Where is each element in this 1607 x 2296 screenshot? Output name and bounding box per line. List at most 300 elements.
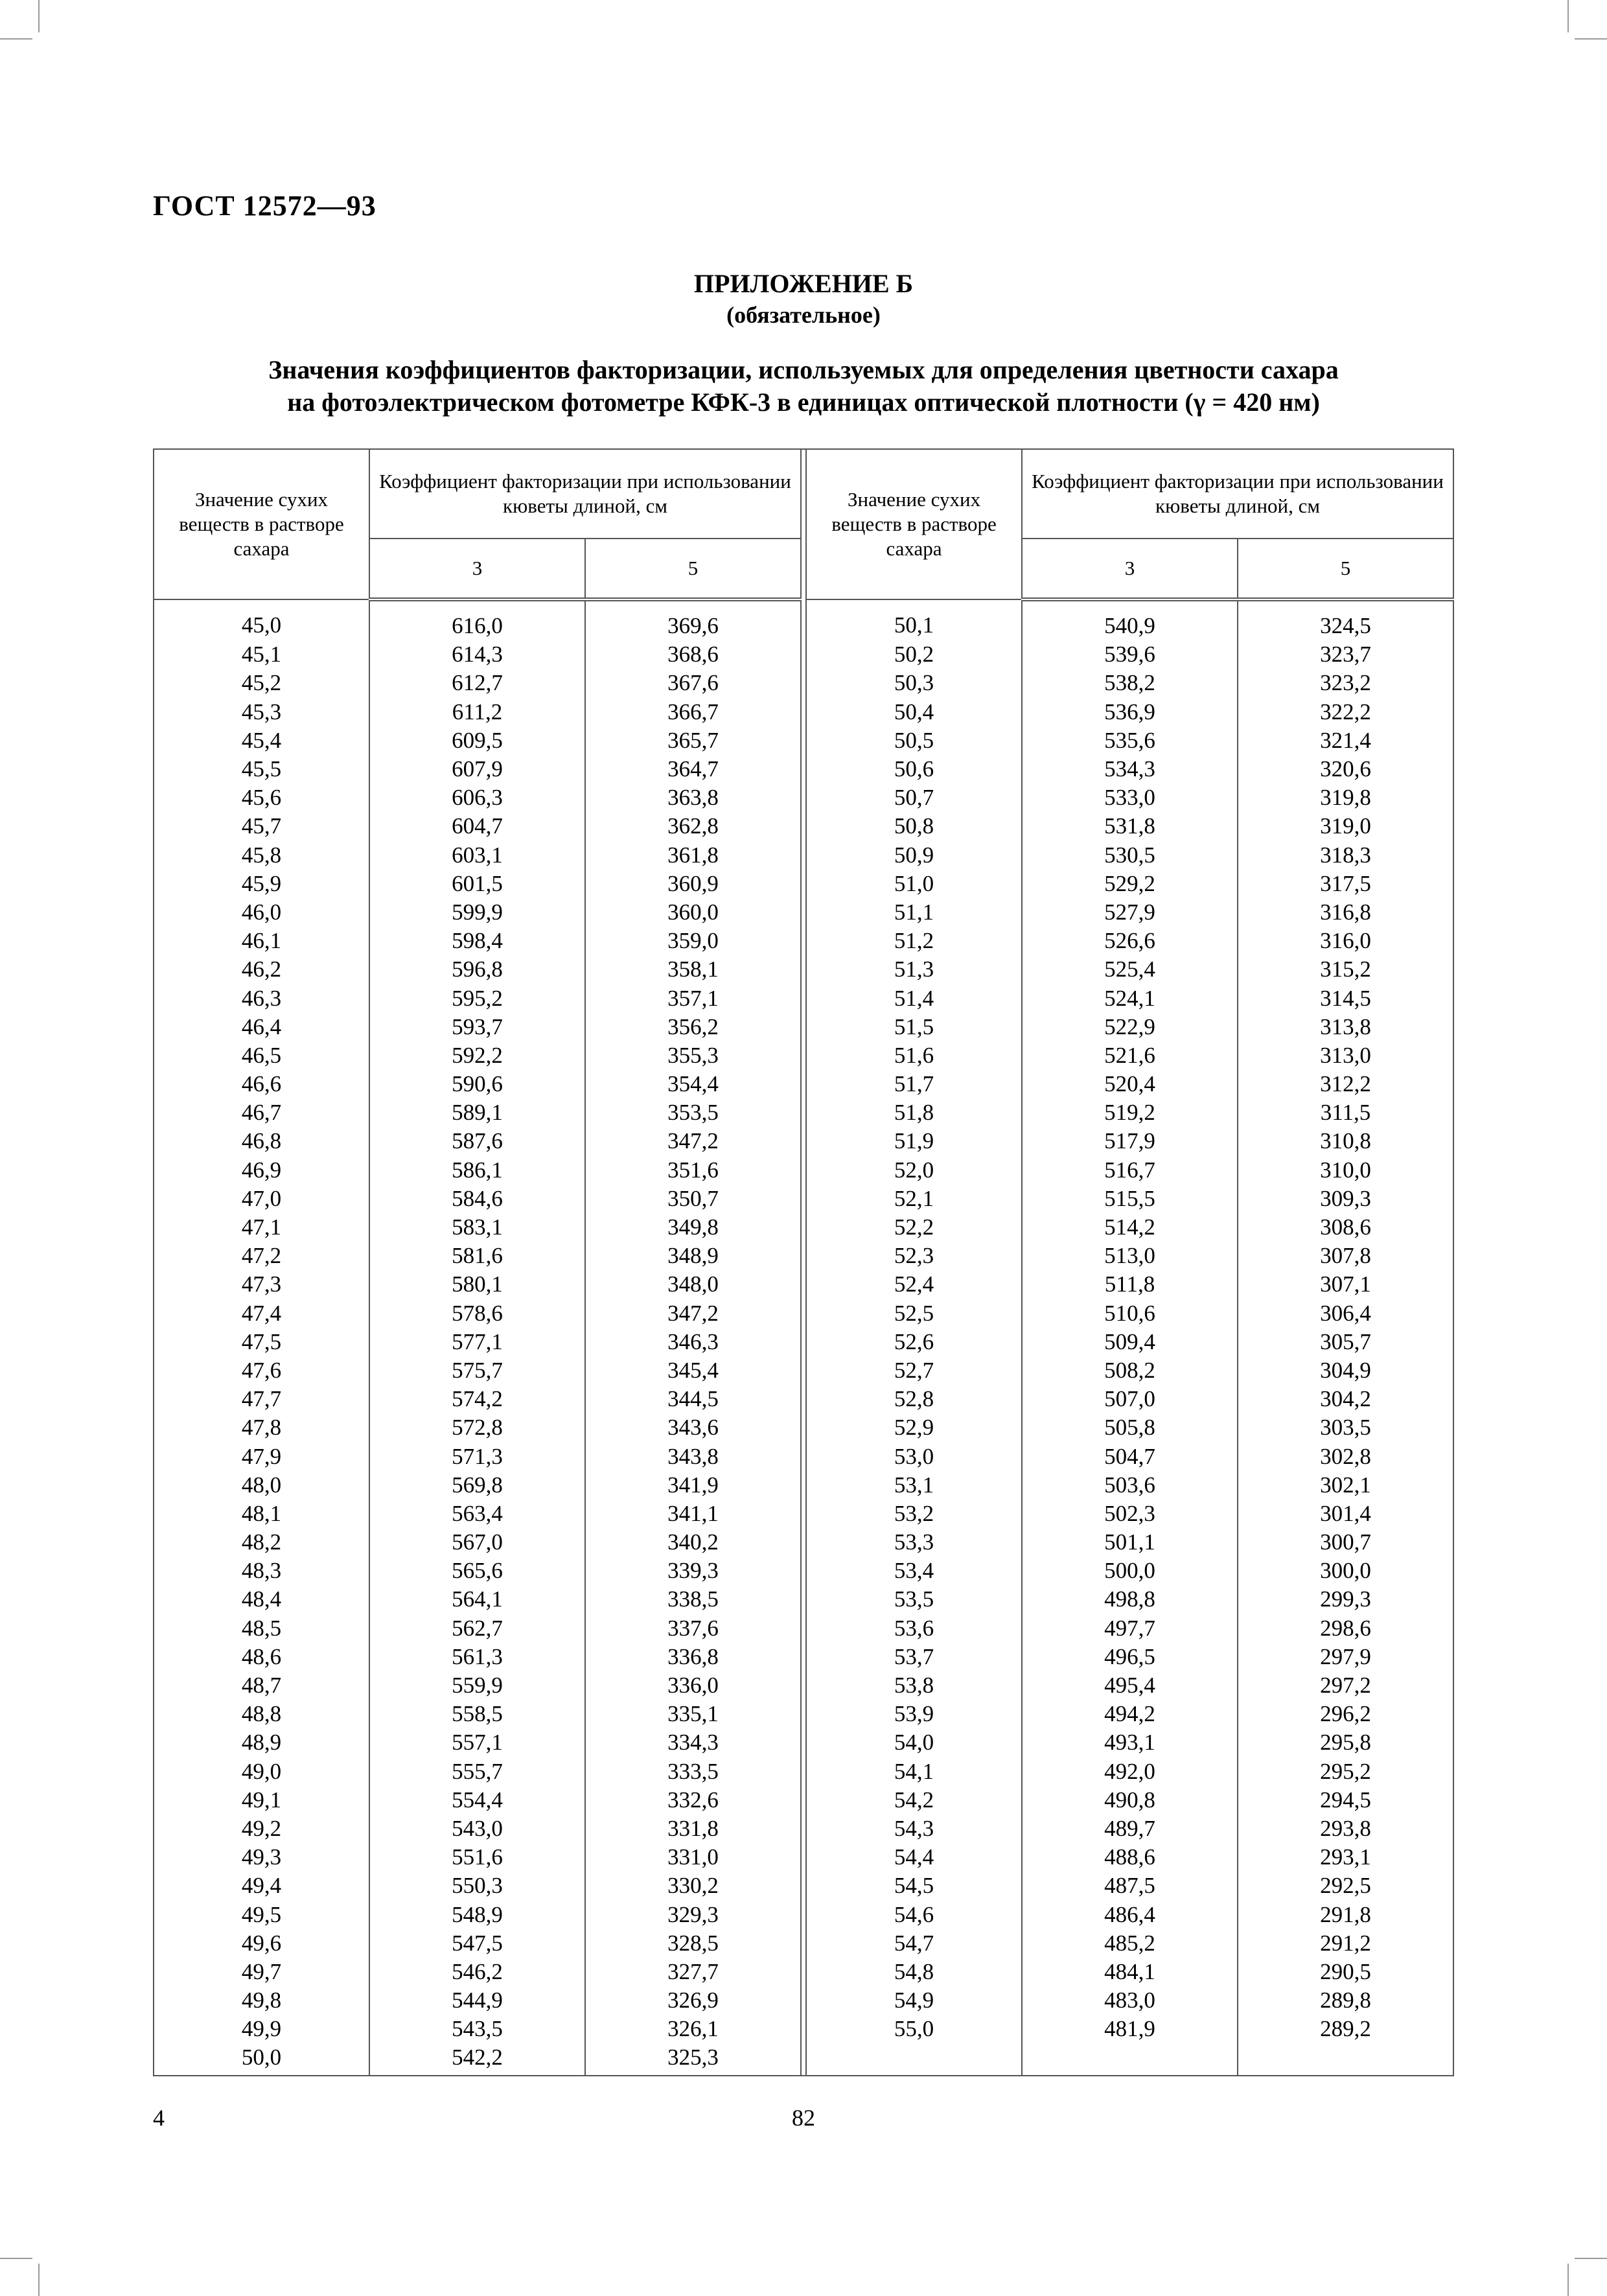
cell-factor-3-left: 577,1 [369, 1328, 585, 1356]
cell-factor-5-right: 291,8 [1238, 1900, 1453, 1929]
cell-factor-3-left: 606,3 [369, 783, 585, 812]
cell-factor-3-right: 520,4 [1022, 1070, 1238, 1098]
cell-factor-3-left: 561,3 [369, 1643, 585, 1671]
cell-factor-5-left: 330,2 [585, 1872, 801, 1900]
table-row [154, 1900, 1453, 1929]
cell-dry-matter-right: 52,7 [806, 1356, 1022, 1385]
column-divider [801, 841, 806, 870]
cell-dry-matter-left: 47,5 [154, 1328, 369, 1356]
column-divider [801, 1929, 806, 1958]
table-row [154, 1728, 1453, 1757]
cell-factor-5-left: 357,1 [585, 984, 801, 1012]
cell-factor-5-left: 346,3 [585, 1328, 801, 1356]
cell-factor-5-right: 295,2 [1238, 1757, 1453, 1786]
table-row [154, 955, 1453, 984]
cell-factor-5-left: 351,6 [585, 1156, 801, 1185]
cell-dry-matter-right: 51,5 [806, 1013, 1022, 1041]
table-row [154, 1986, 1453, 2015]
table-row [154, 1413, 1453, 1442]
cell-factor-5-left: 350,7 [585, 1185, 801, 1213]
table-row [154, 1356, 1453, 1385]
cell-factor-5-right: 294,5 [1238, 1786, 1453, 1815]
column-divider [801, 1070, 806, 1098]
cell-factor-3-right: 481,9 [1022, 2015, 1238, 2043]
column-divider [801, 1815, 806, 1843]
table-row [154, 698, 1453, 726]
cell-factor-3-left: 584,6 [369, 1185, 585, 1213]
cell-dry-matter-left: 47,7 [154, 1385, 369, 1413]
column-divider [801, 449, 806, 599]
table-row [154, 1958, 1453, 1986]
cell-factor-5-right: 299,3 [1238, 1585, 1453, 1614]
cell-factor-3-right: 484,1 [1022, 1958, 1238, 1986]
cell-dry-matter-left: 48,5 [154, 1614, 369, 1643]
cell-factor-3-right: 522,9 [1022, 1013, 1238, 1041]
cell-dry-matter-left: 45,5 [154, 755, 369, 783]
cell-dry-matter-left: 45,3 [154, 698, 369, 726]
factorization-table [153, 448, 1454, 2076]
table-row [154, 599, 1453, 640]
cell-factor-3-left: 589,1 [369, 1098, 585, 1127]
cell-factor-5-right: 303,5 [1238, 1413, 1453, 1442]
column-divider [801, 2043, 806, 2075]
cell-factor-3-left: 542,2 [369, 2043, 585, 2075]
table-row [154, 927, 1453, 955]
cell-factor-3-left: 614,3 [369, 640, 585, 669]
cell-factor-5-left: 365,7 [585, 726, 801, 755]
table-row [154, 1127, 1453, 1155]
cell-dry-matter-left: 49,2 [154, 1815, 369, 1843]
cell-factor-5-right: 308,6 [1238, 1213, 1453, 1242]
cell-factor-3-left: 569,8 [369, 1471, 585, 1500]
cell-dry-matter-left: 45,6 [154, 783, 369, 812]
cell-dry-matter-right: 54,8 [806, 1958, 1022, 1986]
cell-dry-matter-right: 50,4 [806, 698, 1022, 726]
cell-factor-5-left: 361,8 [585, 841, 801, 870]
column-divider [801, 783, 806, 812]
cell-factor-3-left: 575,7 [369, 1356, 585, 1385]
column-divider [801, 1986, 806, 2015]
cell-factor-3-left: 564,1 [369, 1585, 585, 1614]
cell-factor-3-right: 525,4 [1022, 955, 1238, 984]
cell-factor-5-left: 348,0 [585, 1270, 801, 1299]
table-row [154, 755, 1453, 783]
cell-dry-matter-left: 49,0 [154, 1757, 369, 1786]
cell-factor-3-right [1022, 2043, 1238, 2075]
table-row [154, 841, 1453, 870]
cell-dry-matter-left: 47,6 [154, 1356, 369, 1385]
column-divider [801, 1413, 806, 1442]
cell-factor-5-right: 317,5 [1238, 870, 1453, 898]
cell-dry-matter-right: 50,2 [806, 640, 1022, 669]
column-divider [801, 1557, 806, 1585]
table-row [154, 1757, 1453, 1786]
cell-factor-3-right: 535,6 [1022, 726, 1238, 755]
cell-factor-5-left: 359,0 [585, 927, 801, 955]
cell-factor-3-right: 538,2 [1022, 669, 1238, 697]
cell-factor-5-left: 326,9 [585, 1986, 801, 2015]
column-divider [801, 1757, 806, 1786]
table-row [154, 783, 1453, 812]
cell-factor-5-left: 329,3 [585, 1900, 801, 1929]
cell-factor-5-left: 369,6 [585, 599, 801, 640]
cell-dry-matter-right: 55,0 [806, 2015, 1022, 2043]
cell-factor-3-right: 505,8 [1022, 1413, 1238, 1442]
cell-dry-matter-right: 51,1 [806, 898, 1022, 927]
crop-mark [38, 0, 40, 32]
cell-factor-3-left: 563,4 [369, 1500, 585, 1528]
table-title [0, 354, 1607, 419]
table-row [154, 1929, 1453, 1958]
cell-dry-matter-right: 53,1 [806, 1471, 1022, 1500]
cell-dry-matter-left: 47,1 [154, 1213, 369, 1242]
cell-factor-3-left: 558,5 [369, 1700, 585, 1728]
cell-factor-5-right: 296,2 [1238, 1700, 1453, 1728]
cell-factor-5-right: 319,0 [1238, 812, 1453, 841]
table-row [154, 1070, 1453, 1098]
table-row [154, 2043, 1453, 2075]
cell-dry-matter-left: 48,0 [154, 1471, 369, 1500]
cell-factor-3-right: 513,0 [1022, 1242, 1238, 1270]
appendix-title: ПРИЛОЖЕНИЕ Б [693, 269, 914, 298]
cell-factor-3-right: 530,5 [1022, 841, 1238, 870]
cell-dry-matter-right: 51,9 [806, 1127, 1022, 1155]
cell-factor-5-right: 320,6 [1238, 755, 1453, 783]
cell-dry-matter-right: 52,9 [806, 1413, 1022, 1442]
cell-factor-5-right: 324,5 [1238, 599, 1453, 640]
table-row [154, 1185, 1453, 1213]
cell-factor-3-left: 607,9 [369, 755, 585, 783]
cell-dry-matter-right: 53,6 [806, 1614, 1022, 1643]
cell-dry-matter-left: 48,8 [154, 1700, 369, 1728]
page-number-center: 82 [792, 2105, 815, 2131]
cell-dry-matter-right: 53,4 [806, 1557, 1022, 1585]
cell-factor-5-left: 349,8 [585, 1213, 801, 1242]
cell-dry-matter-right: 50,1 [806, 599, 1022, 640]
column-divider [801, 1442, 806, 1470]
header-cuvette-5-right: 5 [1238, 539, 1453, 599]
table-row [154, 1299, 1453, 1328]
column-divider [801, 2015, 806, 2043]
cell-dry-matter-left: 48,7 [154, 1671, 369, 1700]
table-body [154, 599, 1453, 2076]
cell-dry-matter-right: 53,3 [806, 1528, 1022, 1557]
cell-dry-matter-left: 45,8 [154, 841, 369, 870]
cell-factor-3-right: 489,7 [1022, 1815, 1238, 1843]
cell-factor-5-left: 348,9 [585, 1242, 801, 1270]
cell-dry-matter-right: 52,2 [806, 1213, 1022, 1242]
cell-factor-5-left: 368,6 [585, 640, 801, 669]
cell-factor-3-right: 531,8 [1022, 812, 1238, 841]
cell-factor-5-left: 356,2 [585, 1013, 801, 1041]
cell-factor-5-right: 292,5 [1238, 1872, 1453, 1900]
page-number-left: 4 [153, 2105, 165, 2131]
column-divider [801, 812, 806, 841]
cell-dry-matter-left: 46,5 [154, 1041, 369, 1070]
cell-dry-matter-left: 49,1 [154, 1786, 369, 1815]
cell-factor-5-left: 347,2 [585, 1127, 801, 1155]
cell-factor-3-left: 555,7 [369, 1757, 585, 1786]
table-row [154, 812, 1453, 841]
cell-factor-5-left: 355,3 [585, 1041, 801, 1070]
cell-factor-3-right: 540,9 [1022, 599, 1238, 640]
cell-factor-3-right: 529,2 [1022, 870, 1238, 898]
table-row [154, 2015, 1453, 2043]
cell-dry-matter-left: 49,4 [154, 1872, 369, 1900]
cell-factor-5-left: 340,2 [585, 1528, 801, 1557]
cell-dry-matter-left: 47,2 [154, 1242, 369, 1270]
cell-factor-5-left: 362,8 [585, 812, 801, 841]
column-divider [801, 1728, 806, 1757]
cell-dry-matter-right: 52,1 [806, 1185, 1022, 1213]
cell-dry-matter-left: 48,3 [154, 1557, 369, 1585]
cell-factor-5-left: 336,0 [585, 1671, 801, 1700]
cell-factor-5-left: 363,8 [585, 783, 801, 812]
crop-mark [0, 38, 32, 40]
table-row [154, 1786, 1453, 1815]
cell-dry-matter-right [806, 2043, 1022, 2075]
cell-factor-5-right: 316,8 [1238, 898, 1453, 927]
cell-factor-3-right: 526,6 [1022, 927, 1238, 955]
cell-factor-5-right: 310,8 [1238, 1127, 1453, 1155]
column-divider [801, 1185, 806, 1213]
table-row [154, 870, 1453, 898]
cell-factor-3-right: 509,4 [1022, 1328, 1238, 1356]
cell-factor-3-left: 574,2 [369, 1385, 585, 1413]
cell-factor-5-right: 295,8 [1238, 1728, 1453, 1757]
table-title-line-2: на фотоэлектрическом фотометре КФК-3 в единицах оптической плотности (γ = 420 нм) [287, 388, 1320, 417]
table-row [154, 1843, 1453, 1872]
cell-factor-5-right: 321,4 [1238, 726, 1453, 755]
cell-dry-matter-left: 45,0 [154, 599, 369, 640]
cell-factor-5-right: 289,2 [1238, 2015, 1453, 2043]
cell-factor-3-right: 502,3 [1022, 1500, 1238, 1528]
cell-dry-matter-right: 54,7 [806, 1929, 1022, 1958]
appendix-subtitle: (обязательное) [726, 302, 881, 328]
cell-factor-5-right: 293,8 [1238, 1815, 1453, 1843]
cell-factor-5-left: 334,3 [585, 1728, 801, 1757]
cell-factor-3-left: 586,1 [369, 1156, 585, 1185]
cell-factor-5-right: 316,0 [1238, 927, 1453, 955]
cell-factor-5-left: 354,4 [585, 1070, 801, 1098]
cell-factor-5-left: 366,7 [585, 698, 801, 726]
cell-dry-matter-right: 53,2 [806, 1500, 1022, 1528]
cell-factor-3-right: 486,4 [1022, 1900, 1238, 1929]
column-divider [801, 1471, 806, 1500]
cell-factor-3-right: 497,7 [1022, 1614, 1238, 1643]
cell-dry-matter-left: 50,0 [154, 2043, 369, 2075]
crop-mark [1567, 2264, 1569, 2296]
cell-factor-5-right: 290,5 [1238, 1958, 1453, 1986]
cell-factor-3-left: 598,4 [369, 927, 585, 955]
table-row [154, 1328, 1453, 1356]
cell-factor-3-right: 504,7 [1022, 1442, 1238, 1470]
cell-factor-5-left: 327,7 [585, 1958, 801, 1986]
cell-factor-3-right: 517,9 [1022, 1127, 1238, 1155]
cell-dry-matter-left: 48,6 [154, 1643, 369, 1671]
cell-factor-3-right: 516,7 [1022, 1156, 1238, 1185]
table-row [154, 669, 1453, 697]
cell-factor-5-right: 311,5 [1238, 1098, 1453, 1127]
cell-factor-5-right: 302,8 [1238, 1442, 1453, 1470]
cell-factor-3-left: 572,8 [369, 1413, 585, 1442]
column-divider [801, 1127, 806, 1155]
cell-factor-5-left: 338,5 [585, 1585, 801, 1614]
cell-dry-matter-left: 46,0 [154, 898, 369, 927]
cell-factor-5-left: 332,6 [585, 1786, 801, 1815]
column-divider [801, 927, 806, 955]
column-divider [801, 1614, 806, 1643]
cell-factor-3-left: 543,0 [369, 1815, 585, 1843]
cell-factor-5-right: 307,8 [1238, 1242, 1453, 1270]
cell-factor-5-right: 301,4 [1238, 1500, 1453, 1528]
cell-factor-3-right: 521,6 [1022, 1041, 1238, 1070]
column-divider [801, 1299, 806, 1328]
cell-factor-3-right: 490,8 [1022, 1786, 1238, 1815]
cell-factor-3-left: 543,5 [369, 2015, 585, 2043]
cell-factor-3-left: 567,0 [369, 1528, 585, 1557]
cell-factor-3-right: 510,6 [1022, 1299, 1238, 1328]
cell-factor-3-right: 496,5 [1022, 1643, 1238, 1671]
cell-factor-5-right: 302,1 [1238, 1471, 1453, 1500]
cell-factor-3-left: 603,1 [369, 841, 585, 870]
cell-dry-matter-right: 54,3 [806, 1815, 1022, 1843]
cell-dry-matter-right: 54,9 [806, 1986, 1022, 2015]
cell-dry-matter-right: 52,8 [806, 1385, 1022, 1413]
table-row [154, 984, 1453, 1012]
table-row [154, 1700, 1453, 1728]
cell-factor-5-right: 289,8 [1238, 1986, 1453, 2015]
cell-dry-matter-left: 47,4 [154, 1299, 369, 1328]
header-dry-matter-left: Значение сухих веществ в растворе сахара [154, 449, 369, 599]
cell-dry-matter-right: 54,0 [806, 1728, 1022, 1757]
cell-dry-matter-right: 50,7 [806, 783, 1022, 812]
column-divider [801, 1671, 806, 1700]
cell-factor-3-right: 501,1 [1022, 1528, 1238, 1557]
cell-dry-matter-right: 51,0 [806, 870, 1022, 898]
cell-factor-3-left: 581,6 [369, 1242, 585, 1270]
cell-factor-3-right: 534,3 [1022, 755, 1238, 783]
cell-factor-5-right: 306,4 [1238, 1299, 1453, 1328]
table-row [154, 1385, 1453, 1413]
cell-factor-3-right: 539,6 [1022, 640, 1238, 669]
cell-factor-3-left: 551,6 [369, 1843, 585, 1872]
column-divider [801, 1500, 806, 1528]
cell-dry-matter-right: 52,3 [806, 1242, 1022, 1270]
cell-factor-3-left: 612,7 [369, 669, 585, 697]
cell-factor-3-right: 483,0 [1022, 1986, 1238, 2015]
cell-factor-5-right: 310,0 [1238, 1156, 1453, 1185]
cell-dry-matter-right: 51,8 [806, 1098, 1022, 1127]
header-cuvette-3-right: 3 [1022, 539, 1238, 599]
column-divider [801, 1098, 806, 1127]
cell-dry-matter-left: 47,3 [154, 1270, 369, 1299]
header-dry-matter-right: Значение сухих веществ в растворе сахара [806, 449, 1022, 599]
header-factor-left: Коэффициент факторизации при использовании кюветы длиной, см [369, 449, 801, 539]
column-divider [801, 755, 806, 783]
cell-factor-3-right: 519,2 [1022, 1098, 1238, 1127]
cell-factor-3-right: 503,6 [1022, 1471, 1238, 1500]
cell-dry-matter-right: 53,7 [806, 1643, 1022, 1671]
cell-factor-5-left: 367,6 [585, 669, 801, 697]
cell-factor-5-right: 297,2 [1238, 1671, 1453, 1700]
cell-factor-5-left: 341,1 [585, 1500, 801, 1528]
column-divider [801, 1643, 806, 1671]
cell-factor-5-left: 333,5 [585, 1757, 801, 1786]
column-divider [801, 1356, 806, 1385]
crop-mark [38, 2264, 40, 2296]
cell-factor-5-right: 315,2 [1238, 955, 1453, 984]
cell-dry-matter-right: 54,5 [806, 1872, 1022, 1900]
cell-factor-3-left: 565,6 [369, 1557, 585, 1585]
cell-dry-matter-right: 51,2 [806, 927, 1022, 955]
cell-dry-matter-left: 49,6 [154, 1929, 369, 1958]
cell-factor-5-left: 364,7 [585, 755, 801, 783]
cell-dry-matter-right: 54,1 [806, 1757, 1022, 1786]
table-row [154, 1442, 1453, 1470]
cell-factor-5-right: 319,8 [1238, 783, 1453, 812]
cell-dry-matter-left: 45,1 [154, 640, 369, 669]
cell-factor-3-left: 601,5 [369, 870, 585, 898]
column-divider [801, 1900, 806, 1929]
cell-dry-matter-left: 47,9 [154, 1442, 369, 1470]
cell-factor-5-left: 325,3 [585, 2043, 801, 2075]
cell-factor-5-left: 343,8 [585, 1442, 801, 1470]
cell-dry-matter-left: 45,2 [154, 669, 369, 697]
cell-factor-3-left: 578,6 [369, 1299, 585, 1328]
cell-factor-3-left: 580,1 [369, 1270, 585, 1299]
cell-factor-3-left: 616,0 [369, 599, 585, 640]
cell-factor-5-right: 297,9 [1238, 1643, 1453, 1671]
cell-factor-3-right: 533,0 [1022, 783, 1238, 812]
table-row [154, 1614, 1453, 1643]
column-divider [801, 726, 806, 755]
cell-dry-matter-right: 52,0 [806, 1156, 1022, 1185]
cell-factor-3-left: 554,4 [369, 1786, 585, 1815]
cell-dry-matter-right: 53,9 [806, 1700, 1022, 1728]
cell-factor-5-right: 323,7 [1238, 640, 1453, 669]
crop-mark [1575, 2258, 1607, 2259]
cell-dry-matter-left: 45,7 [154, 812, 369, 841]
column-divider [801, 1328, 806, 1356]
cell-dry-matter-right: 54,2 [806, 1786, 1022, 1815]
cell-factor-5-right: 322,2 [1238, 698, 1453, 726]
cell-factor-5-left: 345,4 [585, 1356, 801, 1385]
cell-factor-5-left: 331,8 [585, 1815, 801, 1843]
cell-dry-matter-left: 48,2 [154, 1528, 369, 1557]
table-row [154, 1098, 1453, 1127]
cell-dry-matter-left: 47,8 [154, 1413, 369, 1442]
table-row [154, 1471, 1453, 1500]
column-divider [801, 898, 806, 927]
cell-dry-matter-right: 54,6 [806, 1900, 1022, 1929]
column-divider [801, 1872, 806, 1900]
cell-factor-3-left: 559,9 [369, 1671, 585, 1700]
cell-dry-matter-right: 50,5 [806, 726, 1022, 755]
table-row [154, 1156, 1453, 1185]
cell-factor-5-left: 335,1 [585, 1700, 801, 1728]
cell-dry-matter-left: 45,9 [154, 870, 369, 898]
cell-factor-5-left: 341,9 [585, 1471, 801, 1500]
cell-factor-3-left: 571,3 [369, 1442, 585, 1470]
cell-factor-3-left: 611,2 [369, 698, 585, 726]
cell-factor-3-left: 609,5 [369, 726, 585, 755]
cell-dry-matter-left: 49,8 [154, 1986, 369, 2015]
table-row [154, 1815, 1453, 1843]
cell-dry-matter-right: 50,9 [806, 841, 1022, 870]
cell-dry-matter-left: 46,6 [154, 1070, 369, 1098]
cell-factor-3-left: 593,7 [369, 1013, 585, 1041]
